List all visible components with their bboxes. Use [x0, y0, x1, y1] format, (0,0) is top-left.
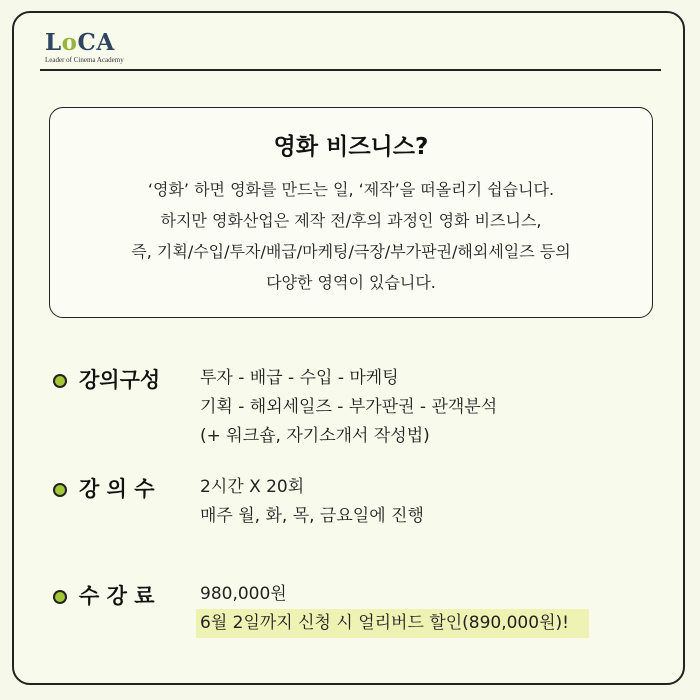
intro-line: 다양한 영역이 있습니다. — [266, 273, 436, 292]
intro-line: 즉, 기획/수입/투자/배급/마케팅/극장/부가판권/해외세일즈 등의 — [131, 242, 571, 261]
intro-box — [49, 107, 653, 318]
sessions-line: 매주 월, 화, 목, 금요일에 진행 — [200, 506, 424, 526]
section-values — [200, 473, 424, 531]
section-values — [200, 580, 589, 638]
sessions-line: 2시간 X 20회 — [200, 477, 305, 497]
logo-wordmark — [45, 31, 124, 55]
section-values — [200, 364, 497, 451]
bullet-icon — [53, 374, 67, 388]
intro-body — [50, 174, 652, 298]
intro-line: 하지만 영화산업은 제작 전/후의 과정인 영화 비즈니스, — [160, 211, 542, 230]
bullet-icon — [53, 483, 67, 497]
logo-tagline: Leader of Cinema Academy — [45, 56, 124, 64]
curriculum-line: 투자 - 배급 - 수입 - 마케팅 — [200, 368, 399, 388]
header-divider — [40, 69, 661, 71]
fee-price: 980,000원 — [200, 584, 287, 604]
intro-title: 영화 비즈니스? — [273, 134, 429, 160]
loca-logo — [45, 31, 124, 65]
section-label: 강의구성 — [79, 368, 161, 392]
bullet-icon — [53, 590, 67, 604]
logo-letters-ca: CA — [77, 29, 115, 56]
logo-letter-o: o — [61, 29, 78, 56]
section-label: 수 강 료 — [79, 584, 155, 608]
curriculum-line: 기획 - 해외세일즈 - 부가판권 - 관객분석 — [200, 397, 498, 417]
early-bird-line — [200, 609, 589, 638]
section-label: 강 의 수 — [79, 477, 155, 501]
curriculum-line: (+ 워크숍, 자기소개서 작성법) — [200, 426, 430, 446]
intro-line: ‘영화’ 하면 영화를 만드는 일, ‘제작’을 떠올리기 쉽습니다. — [147, 180, 555, 199]
logo-letter-l: L — [45, 29, 62, 56]
early-bird-highlight: 6월 2일까지 신청 시 얼리버드 할인(890,000원)! — [196, 609, 589, 638]
